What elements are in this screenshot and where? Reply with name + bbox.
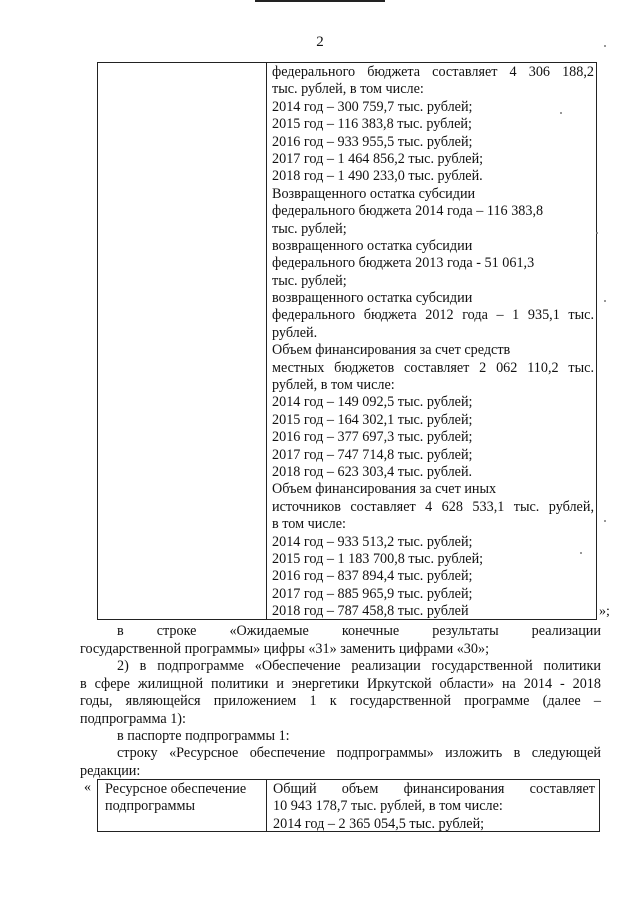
funding-line: Объем финансирования за счет иных: [272, 481, 497, 498]
paragraph-line: редакции:: [80, 762, 141, 779]
scan-speck: [560, 112, 562, 114]
funding-line: 2017 год – 1 464 856,2 тыс. рублей;: [272, 150, 484, 167]
funding-line: 2014 год – 933 513,2 тыс. рублей;: [272, 533, 473, 550]
opening-quote: «: [84, 780, 91, 795]
paragraph-line: в строке «Ожидаемые конечные результаты реализации: [117, 623, 601, 639]
scan-speck: [580, 552, 582, 554]
label-line: Ресурсное обеспечение: [105, 781, 247, 797]
paragraph-replace-row: [80, 745, 601, 780]
funding-line: местных бюджетов составляет 2 062 110,2 тыс.: [272, 359, 594, 376]
funding-line: 2018 год – 787 458,8 тыс. рублей: [272, 603, 469, 620]
paragraph-line: 2) в подпрограмме «Обеспечение реализации государственной политики: [117, 658, 601, 674]
funding-line: тыс. рублей;: [272, 220, 347, 237]
funding-line: 2016 год – 837 894,4 тыс. рублей;: [272, 568, 473, 585]
funding-line: возвращенного остатка субсидии: [272, 290, 473, 307]
funding-line: федерального бюджета 2013 года - 51 061,3: [272, 255, 535, 272]
funding-line: 2016 год – 377 697,3 тыс. рублей;: [272, 429, 473, 446]
paragraph-line: строку «Ресурсное обеспечение подпрограммы» изложить в следующей: [117, 745, 601, 761]
paragraph-line: в паспорте подпрограммы 1:: [117, 728, 290, 744]
funding-line: федерального бюджета 2012 года – 1 935,1 тыс.: [272, 307, 594, 324]
funding-line: возвращенного остатка субсидии: [272, 237, 473, 254]
funding-line: тыс. рублей;: [272, 272, 347, 289]
funding-line: источников составляет 4 628 533,1 тыс. рублей,: [272, 498, 594, 515]
funding-details: [272, 64, 594, 621]
funding-line: 2017 год – 885 965,9 тыс. рублей;: [272, 585, 473, 602]
funding-line: Объем финансирования за счет средств: [272, 342, 511, 359]
funding-line: 2017 год – 747 714,8 тыс. рублей;: [272, 446, 473, 463]
paragraph-line: подпрограмма 1):: [80, 710, 186, 727]
paragraph-line: годы, являющейся приложением 1 к государственной программе (далее –: [80, 693, 601, 709]
funding-line: федерального бюджета 2014 года – 116 383,8: [272, 203, 544, 220]
closing-quote: »;: [599, 604, 610, 619]
column-divider: [266, 780, 267, 831]
label-line: подпрограммы: [105, 798, 195, 815]
scan-speck: [604, 520, 606, 522]
paragraph-expected-results: [80, 623, 601, 658]
resource-row-label: [105, 781, 265, 816]
page-number: 2: [316, 34, 324, 50]
value-line: 10 943 178,7 тыс. рублей, в том числе:: [273, 798, 503, 815]
funding-line: тыс. рублей, в том числе:: [272, 81, 424, 98]
funding-line: Возвращенного остатка субсидии: [272, 185, 476, 202]
value-line: 2014 год – 2 365 054,5 тыс. рублей;: [273, 815, 485, 832]
funding-line: 2014 год – 300 759,7 тыс. рублей;: [272, 98, 473, 115]
resource-row-value: [273, 781, 595, 833]
funding-line: 2015 год – 116 383,8 тыс. рублей;: [272, 116, 472, 133]
header-rule: [255, 0, 385, 2]
scan-speck: [596, 232, 598, 234]
paragraph-line: государственной программы» цифры «31» заменить цифрами «30»;: [80, 640, 490, 657]
paragraph-line: в сфере жилищной политики и энергетики Иркутской области» на 2014 - 2018: [80, 675, 601, 692]
funding-line: 2018 год – 623 303,4 тыс. рублей.: [272, 463, 473, 480]
funding-line: 2016 год – 933 955,5 тыс. рублей;: [272, 133, 473, 150]
funding-line: 2015 год – 1 183 700,8 тыс. рублей;: [272, 550, 484, 567]
paragraph-subprogram-1: [80, 658, 601, 728]
funding-line: 2015 год – 164 302,1 тыс. рублей;: [272, 411, 473, 428]
funding-line: рублей, в том числе:: [272, 377, 395, 394]
scan-speck: [604, 45, 606, 47]
funding-line: федерального бюджета составляет 4 306 188,2: [272, 64, 594, 80]
column-divider: [266, 63, 267, 619]
funding-line: в том числе:: [272, 516, 346, 533]
paragraph-passport: [80, 728, 601, 746]
funding-line: 2014 год – 149 092,5 тыс. рублей;: [272, 394, 473, 411]
funding-line: рублей.: [272, 324, 318, 341]
value-line: Общий объем финансирования составляет: [273, 781, 595, 797]
funding-line: 2018 год – 1 490 233,0 тыс. рублей.: [272, 168, 483, 185]
scan-speck: [604, 300, 606, 302]
